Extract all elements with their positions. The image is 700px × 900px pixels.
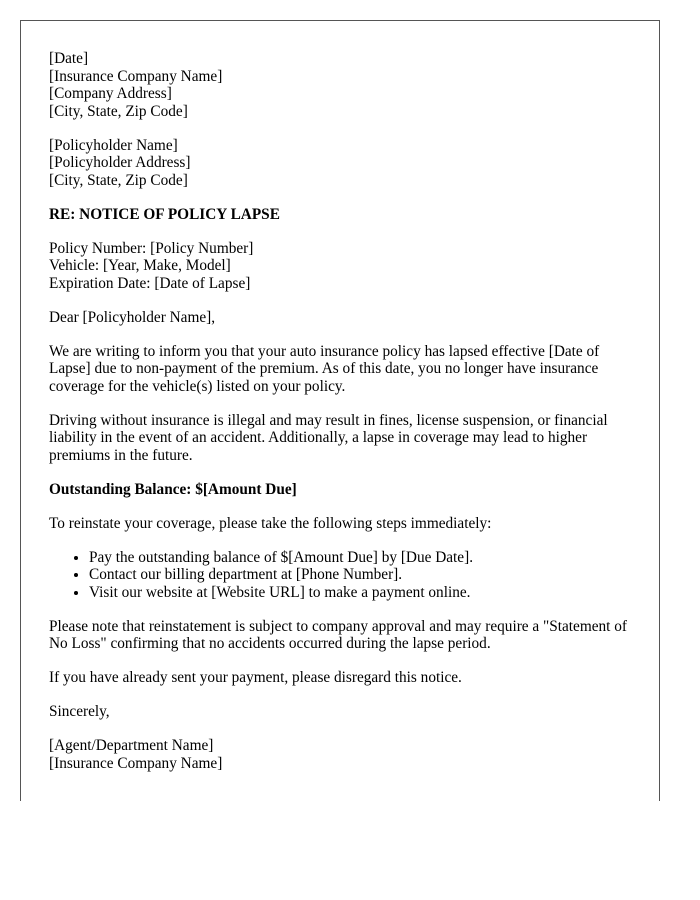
body-paragraph-lapse: We are writing to inform you that your auto insurance policy has lapsed effective [Date of Lapse] due to non-payment of the premium. As of this date, you no longer have insurance coverage for the vehicle(s) listed on your policy. (49, 342, 600, 395)
salutation: Dear [Policyholder Name], (49, 308, 216, 326)
expiration-date: Expiration Date: [Date of Lapse] (49, 274, 251, 292)
body-paragraph-consequences: Driving without insurance is illegal and may result in fines, license suspension, or financial liability in the event of an accident. Additionally, a lapse in coverage may lead to higher premiums in the future. (49, 411, 608, 464)
signature-block (49, 737, 639, 772)
sender-block (49, 50, 639, 120)
letter-page (20, 20, 660, 801)
signature-company: [Insurance Company Name] (49, 754, 223, 772)
letter-subject: RE: NOTICE OF POLICY LAPSE (49, 205, 280, 223)
outstanding-balance: Outstanding Balance: $[Amount Due] (49, 480, 297, 498)
recipient-name: [Policyholder Name] (49, 136, 178, 154)
recipient-block (49, 137, 639, 190)
list-item: • Pay the outstanding balance of $[Amount Due] by [Due Date]. (89, 549, 639, 567)
steps-list (49, 549, 639, 602)
policy-info-block (49, 240, 639, 293)
signature-agent: [Agent/Department Name] (49, 737, 214, 754)
body-paragraph-disregard: If you have already sent your payment, please disregard this notice. (49, 669, 462, 686)
steps-intro: To reinstate your coverage, please take the following steps immediately: (49, 514, 492, 532)
policy-number: Policy Number: [Policy Number] (49, 239, 254, 257)
closing: Sincerely, (49, 703, 110, 720)
sender-city-state-zip: [City, State, Zip Code] (49, 102, 188, 120)
recipient-city-state-zip: [City, State, Zip Code] (49, 171, 188, 189)
body-paragraph-reinstatement: Please note that reinstatement is subject to company approval and may require a "Statement of No Loss" confirming that no accidents occurred during the lapse period. (49, 617, 627, 652)
list-item: • Contact our billing department at [Phone Number]. (89, 566, 639, 584)
sender-company-name: [Insurance Company Name] (49, 67, 223, 85)
vehicle-info: Vehicle: [Year, Make, Model] (49, 257, 231, 274)
letter-date: [Date] (49, 50, 89, 67)
list-item: • Visit our website at [Website URL] to make a payment online. (89, 584, 639, 602)
recipient-address: [Policyholder Address] (49, 154, 191, 171)
sender-company-address: [Company Address] (49, 85, 172, 102)
letter-content (49, 50, 639, 789)
